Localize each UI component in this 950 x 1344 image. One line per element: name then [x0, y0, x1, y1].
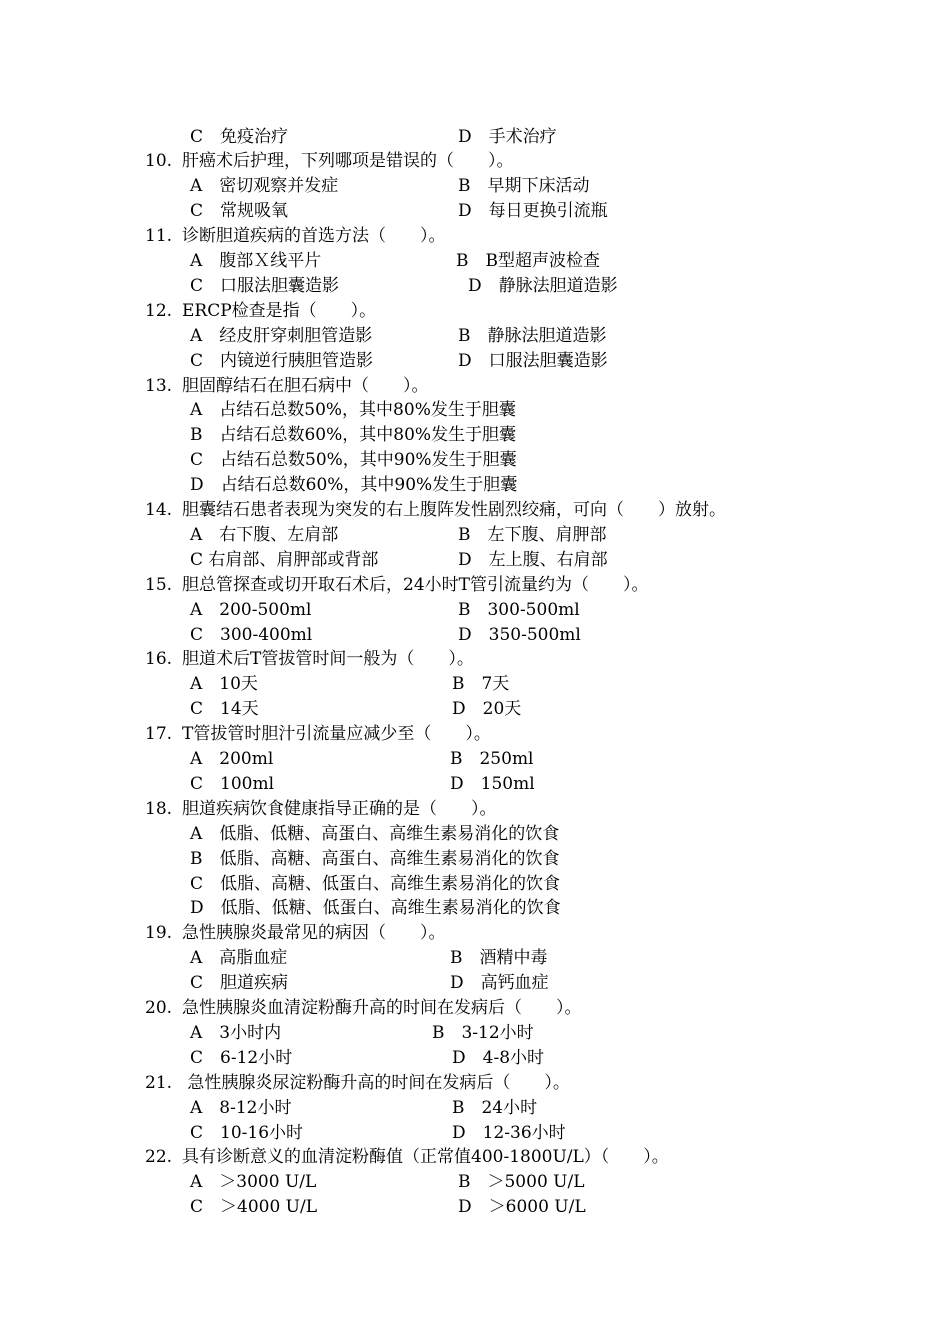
option-right: B ＞5000 U/L: [458, 1172, 585, 1193]
question-number: 17.: [145, 724, 173, 745]
option-right: B 250ml: [450, 749, 534, 769]
question: [145, 921, 446, 946]
question-text: 胆总管探查或切开取石术后，24小时T管引流量约为（ ）。: [182, 574, 649, 595]
option-right: D 20天: [452, 699, 522, 720]
option-left: C 占结石总数50%，其中90%发生于胆囊: [190, 450, 517, 471]
question-text: ERCP检查是指（ ）。: [182, 300, 377, 321]
question-number: 21.: [145, 1072, 173, 1093]
option-left: C 低脂、高糖、低蛋白、高维生素易消化的饮食: [190, 873, 561, 894]
question: [145, 1145, 669, 1170]
option-left: B 低脂、高糖、高蛋白、高维生素易消化的饮食: [190, 848, 560, 869]
question-text: T管拔管时胆汁引流量应减少至（ ）。: [182, 724, 491, 745]
question-text: 胆囊结石患者表现为突发的右上腹阵发性剧烈绞痛，可向（ ）放射。: [182, 500, 726, 520]
question: [145, 374, 429, 399]
option-left: A 密切观察并发症: [190, 176, 339, 197]
option-right: D 口服法胆囊造影: [458, 350, 608, 371]
option-right: D 150ml: [450, 773, 535, 794]
question-text: 急性胰腺炎尿淀粉酶升高的时间在发病后（ ）。: [182, 1072, 570, 1093]
option-right: B 早期下床活动: [458, 176, 590, 197]
option-left: C 100ml: [190, 773, 275, 794]
option-left: A ＞3000 U/L: [190, 1172, 317, 1193]
option-left: C 免疫治疗: [190, 126, 289, 147]
option-right: D 左上腹、右肩部: [458, 549, 608, 570]
question-number: 16.: [145, 649, 173, 670]
option-left: C ＞4000 U/L: [190, 1197, 318, 1218]
question: [145, 996, 582, 1021]
option-right: D 12-36小时: [452, 1122, 566, 1143]
option-left: D 占结石总数60%，其中90%发生于胆囊: [190, 475, 518, 496]
option-left: B 占结石总数60%，其中80%发生于胆囊: [190, 425, 517, 446]
question-text: 急性胰腺炎血清淀粉酶升高的时间在发病后（ ）。: [182, 998, 582, 1018]
option-right: D 静脉法胆道造影: [468, 275, 618, 296]
option-left: C 300-400ml: [190, 624, 313, 645]
question: [145, 299, 376, 324]
question-text: 胆道术后T管拔管时间一般为（ ）。: [182, 649, 474, 670]
option-left: C 6-12小时: [190, 1047, 293, 1068]
option-left: C 口服法胆囊造影: [190, 275, 340, 296]
option-left: C 内镜逆行胰胆管造影: [190, 350, 374, 371]
option-right: D 4-8小时: [452, 1047, 545, 1068]
option-left: D 低脂、低糖、低蛋白、高维生素易消化的饮食: [190, 898, 561, 919]
option-left: A 200-500ml: [190, 599, 312, 620]
option-left: C 常规吸氧: [190, 201, 289, 222]
option-left: A 右下腹、左肩部: [190, 524, 339, 545]
question-number: 11.: [145, 226, 173, 247]
option-right: B 左下腹、肩胛部: [458, 524, 607, 545]
question-number: 10.: [145, 151, 173, 172]
option-left: A 占结石总数50%，其中80%发生于胆囊: [190, 400, 516, 421]
question-number: 19.: [145, 923, 173, 944]
option-right: B 300-500ml: [458, 599, 580, 620]
option-right: B 3-12小时: [432, 1022, 534, 1043]
option-left: C 右肩部、肩胛部或背部: [190, 549, 379, 570]
question-number: 20.: [145, 998, 173, 1018]
option-left: A 低脂、低糖、高蛋白、高维生素易消化的饮食: [190, 823, 560, 844]
question-number: 12.: [145, 300, 173, 321]
question-text: 具有诊断意义的血清淀粉酶值（正常值400-1800U/L）（ ）。: [182, 1147, 669, 1168]
question-text: 肝癌术后护理，下列哪项是错误的（ ）。: [182, 151, 514, 172]
option-left: C 胆道疾病: [190, 973, 289, 994]
option-right: D 每日更换引流瓶: [458, 201, 608, 222]
option-left: C 10-16小时: [190, 1122, 304, 1143]
option-left: A 3小时内: [190, 1022, 282, 1043]
question-number: 14.: [145, 500, 173, 520]
question: [145, 722, 491, 747]
option-right: B 静脉法胆道造影: [458, 325, 607, 346]
option-left: A 腹部Ｘ线平片: [190, 251, 322, 271]
option-left: A 高脂血症: [190, 948, 288, 969]
option-right: D 手术治疗: [458, 126, 557, 147]
question: [145, 1071, 570, 1096]
question-text: 胆固醇结石在胆石病中（ ）。: [182, 375, 429, 396]
question: [145, 573, 648, 598]
question-text: 胆道疾病饮食健康指导正确的是（ ）。: [182, 798, 497, 819]
option-right: D 350-500ml: [458, 624, 581, 645]
question-number: 22.: [145, 1147, 173, 1168]
question: [145, 498, 726, 523]
question-text: 诊断胆道疾病的首选方法（ ）。: [182, 226, 446, 247]
question-number: 13.: [145, 375, 173, 396]
option-right: D 高钙血症: [450, 973, 549, 994]
question: [145, 797, 497, 822]
option-right: B B型超声波检查: [456, 251, 600, 271]
option-right: B 24小时: [452, 1097, 538, 1118]
option-right: B 7天: [452, 674, 510, 695]
question: [145, 149, 514, 174]
option-left: A 8-12小时: [190, 1097, 292, 1118]
question-number: 15.: [145, 574, 173, 595]
question-number: 18.: [145, 798, 173, 819]
option-right: D ＞6000 U/L: [458, 1197, 586, 1218]
option-left: A 200ml: [190, 749, 274, 769]
question: [145, 647, 474, 672]
option-right: B 酒精中毒: [450, 948, 548, 969]
question-text: 急性胰腺炎最常见的病因（ ）。: [182, 923, 446, 944]
question: [145, 224, 446, 249]
option-left: A 10天: [190, 674, 258, 695]
option-left: C 14天: [190, 699, 259, 720]
option-left: A 经皮肝穿刺胆管造影: [190, 325, 373, 346]
